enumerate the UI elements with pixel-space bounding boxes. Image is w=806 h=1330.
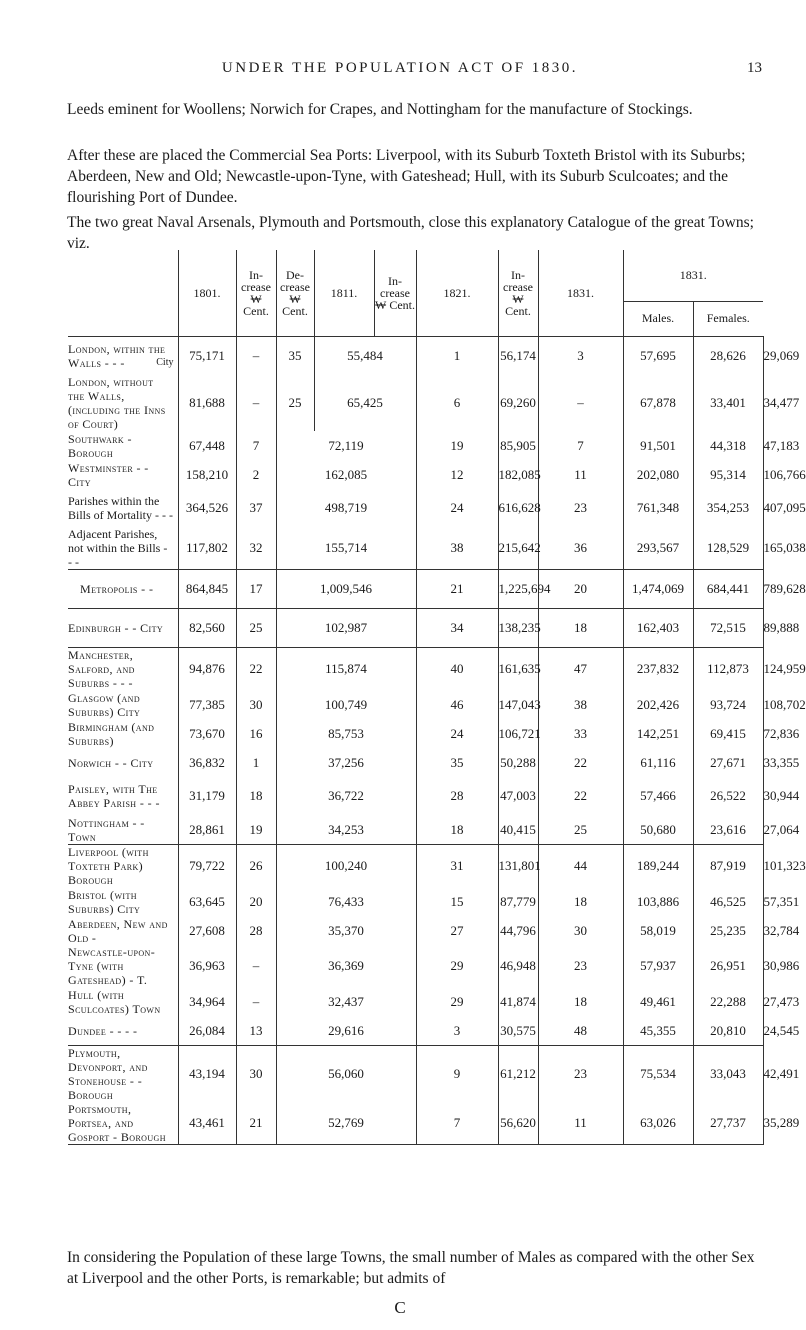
cell-inc2: 46	[416, 690, 498, 719]
table-row: Dundee - - - - 26,084 13 29,616 3 30,575 48 45,355 20,810 24,545	[68, 1016, 763, 1046]
cell-inc2: 40	[416, 648, 498, 691]
cell-1831: 63,026	[623, 1102, 693, 1145]
cell-males: 23,616	[693, 815, 763, 845]
table-row: Nottingham - - Town 28,861 19 34,253 18 40,415 25 50,680 23,616 27,064	[68, 815, 800, 844]
cell-1831: 162,403	[623, 609, 693, 648]
row-label: Plymouth, Devonport, and Stonehouse - - Borough	[68, 1046, 148, 1102]
cell-1801: 364,526	[178, 489, 236, 527]
cell-inc1: 26	[236, 845, 276, 888]
cell-1811: 102,987	[276, 609, 416, 648]
cell-inc3: –	[538, 375, 623, 431]
cell-inc3: 23	[538, 945, 623, 987]
cell-1811: 34,253	[276, 815, 416, 845]
cell-inc2: 21	[416, 570, 498, 609]
cell-1801: 79,722	[178, 845, 236, 888]
cell-1831: 103,886	[623, 887, 693, 916]
signature-mark: C	[394, 1298, 406, 1317]
cell-inc1: –	[236, 945, 276, 987]
cell-inc1: 18	[236, 777, 276, 815]
cell-males: 33,043	[693, 1046, 763, 1103]
cell-inc2: 31	[416, 845, 498, 888]
cell-inc3: 18	[538, 987, 623, 1016]
cell-1831: 202,080	[623, 460, 693, 489]
cell-inc2: 29	[416, 945, 498, 987]
col-males-header: Males.	[623, 301, 693, 336]
cell-1821: 44,796	[498, 916, 538, 945]
cell-1801: 43,461	[178, 1102, 236, 1145]
cell-inc1: 32	[236, 527, 276, 570]
cell-1801: 36,832	[178, 748, 236, 777]
cell-1801: 36,963	[178, 945, 236, 987]
cell-1821: 41,874	[498, 987, 538, 1016]
row-label: Adjacent Parishes, not within the Bills - - -	[68, 527, 168, 569]
cell-males: 25,235	[693, 916, 763, 945]
cell-inc1: 21	[236, 1102, 276, 1145]
cell-inc3: 48	[538, 1016, 623, 1046]
table-row: Glasgow (and Suburbs) City 77,385 30 100,749 46 147,043 38 202,426 93,724 108,702	[68, 690, 806, 719]
total-row: Metropolis - - 864,845 17 1,009,546 21 1,225,694 20 1,474,069 684,441 789,628	[68, 570, 763, 609]
cell-inc1: 30	[236, 1046, 276, 1103]
row-label: Norwich - - City	[68, 755, 154, 770]
cell-1831: 58,019	[623, 916, 693, 945]
cell-inc3: 23	[538, 1046, 623, 1103]
cell-1811: 56,060	[276, 1046, 416, 1103]
cell-1821: 106,721	[498, 719, 538, 748]
cell-1821: 56,620	[498, 1102, 538, 1145]
col-increase-3-header: In-crease ₩ Cent.	[498, 250, 538, 337]
cell-1801: 82,560	[178, 609, 236, 648]
col-1811-header: 1811.	[314, 250, 374, 337]
cell-males: 27,671	[693, 748, 763, 777]
table-row: Parishes within the Bills of Mortality - - - 364,526 37 498,719 24 616,628 23 761,348 354,253 407,095	[68, 489, 763, 527]
table-row: London, without the Walls, (including the Inns of Court) 81,688 – 25 65,425 6 69,260 – 67,878 33,401 34,477	[68, 375, 800, 431]
cell-1811: 1,009,546	[276, 570, 416, 609]
population-table	[68, 250, 806, 1145]
cell-inc2: 6	[416, 375, 498, 431]
cell-1801: 81,688	[178, 375, 236, 431]
cell-1801: 34,964	[178, 987, 236, 1016]
cell-1811: 100,749	[276, 690, 416, 719]
row-label: Westminster - - City	[68, 460, 149, 489]
cell-inc3: 23	[538, 489, 623, 527]
cell-inc3: 18	[538, 887, 623, 916]
intro-paragraph-1: Leeds eminent for Woollens; Norwich for Crapes, and Nottingham for the manufacture of Stockings.	[67, 101, 693, 118]
row-label: Birmingham (and Suburbs)	[68, 719, 155, 748]
cell-1811: 115,874	[276, 648, 416, 691]
cell-1811: 37,256	[276, 748, 416, 777]
running-head: UNDER THE POPULATION ACT OF 1830.	[221, 60, 579, 76]
table-row: London, within the Walls - - - City 75,171 – 35 55,484 1 56,174 3 57,695 28,626 29,069	[68, 337, 763, 376]
cell-inc1: 2	[236, 460, 276, 489]
page-number: 13	[747, 60, 762, 76]
cell-males: 354,253	[693, 489, 763, 527]
cell-males: 26,522	[693, 777, 763, 815]
cell-males: 27,737	[693, 1102, 763, 1145]
cell-inc1: 16	[236, 719, 276, 748]
cell-inc3: 7	[538, 431, 623, 460]
row-note: City	[156, 357, 174, 368]
cell-inc3: 22	[538, 748, 623, 777]
cell-dec: 25	[276, 375, 314, 431]
cell-1811: 29,616	[276, 1016, 416, 1046]
cell-inc2: 27	[416, 916, 498, 945]
cell-1801: 63,645	[178, 887, 236, 916]
cell-1821: 161,635	[498, 648, 538, 691]
cell-inc1: 7	[236, 431, 276, 460]
cell-1831: 57,695	[623, 337, 693, 376]
cell-males: 20,810	[693, 1016, 763, 1046]
cell-inc1: 28	[236, 916, 276, 945]
cell-1821: 182,085	[498, 460, 538, 489]
cell-1831: 202,426	[623, 690, 693, 719]
cell-inc1: –	[236, 987, 276, 1016]
cell-1831: 142,251	[623, 719, 693, 748]
cell-1801: 73,670	[178, 719, 236, 748]
cell-1811: 100,240	[276, 845, 416, 888]
table-row: Aberdeen, New and Old - 27,608 28 35,370 27 44,796 30 58,019 25,235 32,784	[68, 916, 800, 945]
cell-inc2: 29	[416, 987, 498, 1016]
cell-dec: 35	[276, 337, 314, 376]
row-label: Dundee - - - -	[68, 1023, 138, 1038]
cell-inc1: –	[236, 337, 276, 376]
table-row: Adjacent Parishes, not within the Bills - - - 117,802 32 155,714 38 215,642 36 293,567 128,529 165,038	[68, 527, 806, 569]
cell-1821: 85,905	[498, 431, 538, 460]
cell-1821: 87,779	[498, 887, 538, 916]
cell-males: 93,724	[693, 690, 763, 719]
cell-1811: 65,425	[314, 375, 416, 431]
cell-inc2: 12	[416, 460, 498, 489]
cell-males: 44,318	[693, 431, 763, 460]
table-row: Liverpool (with Toxteth Park) Borough 79,722 26 100,240 31 131,801 44 189,244 87,919 101,323	[68, 845, 806, 887]
cell-inc2: 28	[416, 777, 498, 815]
cell-1831: 57,937	[623, 945, 693, 987]
row-label: London, within the Walls - - -	[68, 342, 166, 370]
cell-inc2: 34	[416, 609, 498, 648]
cell-1811: 36,722	[276, 777, 416, 815]
cell-1811: 155,714	[276, 527, 416, 570]
cell-inc2: 7	[416, 1102, 498, 1145]
cell-inc1: 25	[236, 609, 276, 648]
col-increase-1-header: In-crease ₩ Cent.	[236, 250, 276, 337]
cell-1821: 30,575	[498, 1016, 538, 1046]
cell-1831: 61,116	[623, 748, 693, 777]
cell-1811: 162,085	[276, 460, 416, 489]
page-header	[0, 60, 800, 84]
cell-1831: 761,348	[623, 489, 693, 527]
cell-1811: 85,753	[276, 719, 416, 748]
intro-paragraph-2: After these are placed the Commercial Sea Ports: Liverpool, with its Suburb Toxteth Bristol with its Suburbs; Aberdeen, New and Old; Newcastle-upon-Tyne, with Gateshead; Hull, with its Suburb Sculcoates; and the flourishing Port of Dundee.	[67, 147, 746, 206]
cell-1801: 26,084	[178, 1016, 236, 1046]
cell-inc3: 3	[538, 337, 623, 376]
cell-1821: 1,225,694	[498, 570, 538, 609]
intro-paragraph-3: The two great Naval Arsenals, Plymouth and Portsmouth, close this explanatory Catalogue of the great Towns; viz.	[67, 214, 754, 252]
label-header-blank	[68, 250, 178, 337]
row-label: Manchester, Salford, and Suburbs - - -	[68, 648, 135, 690]
table-row: Plymouth, Devonport, and Stonehouse - - Borough 43,194 30 56,060 9 61,212 23 75,534 33,043 42,491	[68, 1046, 800, 1102]
cell-inc3: 11	[538, 460, 623, 489]
cell-males: 112,873	[693, 648, 763, 691]
cell-1801: 67,448	[178, 431, 236, 460]
cell-1801: 117,802	[178, 527, 236, 570]
cell-inc3: 36	[538, 527, 623, 570]
cell-inc1: 17	[236, 570, 276, 609]
cell-1811: 76,433	[276, 887, 416, 916]
table-row: Norwich - - City 36,832 1 37,256 35 50,288 22 61,116 27,671 33,355	[68, 748, 763, 777]
cell-1831: 293,567	[623, 527, 693, 570]
row-label: Southwark - Borough	[68, 431, 132, 460]
cell-inc1: 19	[236, 815, 276, 845]
cell-inc1: 13	[236, 1016, 276, 1046]
row-label: Hull (with Sculcoates) Town	[68, 987, 161, 1016]
cell-1831: 91,501	[623, 431, 693, 460]
cell-males: 95,314	[693, 460, 763, 489]
cell-1811: 35,370	[276, 916, 416, 945]
row-label: Parishes within the Bills of Mortality - - -	[68, 494, 173, 522]
row-label: Nottingham - - Town	[68, 815, 145, 844]
cell-1801: 94,876	[178, 648, 236, 691]
table-body	[68, 337, 806, 1145]
row-label: Paisley, with The Abbey Parish - - -	[68, 782, 160, 810]
cell-males: 22,288	[693, 987, 763, 1016]
table-row: Westminster - - City 158,210 2 162,085 12 182,085 11 202,080 95,314 106,766	[68, 460, 806, 489]
cell-males: 684,441	[693, 570, 763, 609]
cell-males: 33,401	[693, 375, 763, 431]
cell-inc3: 33	[538, 719, 623, 748]
col-decrease-header: De-crease ₩ Cent.	[276, 250, 314, 337]
cell-1821: 56,174	[498, 337, 538, 376]
cell-males: 28,626	[693, 337, 763, 376]
table-row: Birmingham (and Suburbs) 73,670 16 85,753 24 106,721 33 142,251 69,415 72,836	[68, 719, 800, 748]
cell-inc2: 35	[416, 748, 498, 777]
cell-1821: 616,628	[498, 489, 538, 527]
table-row: Newcastle-upon-Tyne (with Gateshead) - T. 36,963 – 36,369 29 46,948 23 57,937 26,951 30,986	[68, 945, 800, 987]
cell-1801: 77,385	[178, 690, 236, 719]
cell-inc3: 47	[538, 648, 623, 691]
cell-1811: 32,437	[276, 987, 416, 1016]
row-label: Portsmouth, Portsea, and Gosport - Borough	[68, 1102, 166, 1144]
cell-1831: 1,474,069	[623, 570, 693, 609]
cell-1831: 50,680	[623, 815, 693, 845]
cell-inc3: 30	[538, 916, 623, 945]
col-1831-group-header: 1831.	[623, 250, 763, 301]
cell-inc3: 11	[538, 1102, 623, 1145]
cell-1821: 215,642	[498, 527, 538, 570]
row-label: Bristol (with Suburbs) City	[68, 887, 141, 916]
cell-1821: 138,235	[498, 609, 538, 648]
cell-inc1: 20	[236, 887, 276, 916]
cell-1801: 27,608	[178, 916, 236, 945]
row-label: Liverpool (with Toxteth Park) Borough	[68, 845, 149, 887]
cell-1831: 67,878	[623, 375, 693, 431]
cell-1831: 189,244	[623, 845, 693, 888]
cell-males: 46,525	[693, 887, 763, 916]
cell-1801: 158,210	[178, 460, 236, 489]
cell-1801: 75,171	[178, 337, 236, 376]
table-row: Hull (with Sculcoates) Town 34,964 – 32,437 29 41,874 18 49,461 22,288 27,473	[68, 987, 800, 1016]
col-1821-header: 1821.	[416, 250, 498, 337]
cell-1821: 50,288	[498, 748, 538, 777]
row-label: Aberdeen, New and Old -	[68, 916, 168, 945]
cell-inc3: 25	[538, 815, 623, 845]
row-label: Edinburgh - - City	[68, 621, 164, 635]
cell-1821: 47,003	[498, 777, 538, 815]
table-row: Edinburgh - - City 82,560 25 102,987 34 138,235 18 162,403 72,515 89,888	[68, 609, 763, 648]
col-increase-2-header: In-crease ₩ Cent.	[374, 250, 416, 337]
cell-1821: 46,948	[498, 945, 538, 987]
cell-inc2: 24	[416, 489, 498, 527]
cell-1801: 31,179	[178, 777, 236, 815]
cell-males: 87,919	[693, 845, 763, 888]
cell-1831: 237,832	[623, 648, 693, 691]
cell-1831: 45,355	[623, 1016, 693, 1046]
col-1831-header: 1831.	[538, 250, 623, 337]
cell-1821: 69,260	[498, 375, 538, 431]
col-females-header: Females.	[693, 301, 763, 336]
cell-males: 128,529	[693, 527, 763, 570]
cell-inc1: 37	[236, 489, 276, 527]
cell-1801: 28,861	[178, 815, 236, 845]
footer-paragraph: In considering the Population of these large Towns, the small number of Males as compared with the other Sex at Liverpool and the other Ports, is remarkable; but admits of	[67, 1249, 755, 1287]
cell-1821: 61,212	[498, 1046, 538, 1103]
cell-1811: 52,769	[276, 1102, 416, 1145]
table-row: Portsmouth, Portsea, and Gosport - Borough 43,461 21 52,769 7 56,620 11 63,026 27,737 35,289	[68, 1102, 800, 1144]
cell-inc2: 18	[416, 815, 498, 845]
cell-inc3: 18	[538, 609, 623, 648]
cell-1821: 147,043	[498, 690, 538, 719]
cell-1811: 72,119	[276, 431, 416, 460]
cell-inc3: 20	[538, 570, 623, 609]
cell-inc1: 30	[236, 690, 276, 719]
cell-1831: 57,466	[623, 777, 693, 815]
cell-1811: 36,369	[276, 945, 416, 987]
cell-inc2: 19	[416, 431, 498, 460]
cell-1821: 40,415	[498, 815, 538, 845]
table-row: Manchester, Salford, and Suburbs - - - 94,876 22 115,874 40 161,635 47 237,832 112,873 124,959	[68, 648, 806, 690]
table-row: Southwark - Borough 67,448 7 72,119 19 85,905 7 91,501 44,318 47,183	[68, 431, 800, 460]
cell-males: 72,515	[693, 609, 763, 648]
cell-inc1: –	[236, 375, 276, 431]
row-label: London, without the Walls, (including the Inns of Court)	[68, 375, 166, 431]
cell-inc2: 24	[416, 719, 498, 748]
cell-1821: 131,801	[498, 845, 538, 888]
cell-inc3: 44	[538, 845, 623, 888]
cell-inc2: 3	[416, 1016, 498, 1046]
cell-1811: 498,719	[276, 489, 416, 527]
cell-inc2: 15	[416, 887, 498, 916]
table-row: Bristol (with Suburbs) City 63,645 20 76,433 15 87,779 18 103,886 46,525 57,351	[68, 887, 800, 916]
cell-males: 69,415	[693, 719, 763, 748]
row-label: Glasgow (and Suburbs) City	[68, 690, 141, 719]
cell-inc3: 22	[538, 777, 623, 815]
cell-1801: 43,194	[178, 1046, 236, 1103]
cell-1831: 75,534	[623, 1046, 693, 1103]
cell-inc1: 1	[236, 748, 276, 777]
cell-inc2: 38	[416, 527, 498, 570]
cell-inc2: 1	[416, 337, 498, 376]
cell-males: 26,951	[693, 945, 763, 987]
col-1801-header: 1801.	[178, 250, 236, 337]
row-label: Newcastle-upon-Tyne (with Gateshead) - T.	[68, 945, 156, 987]
cell-1831: 49,461	[623, 987, 693, 1016]
cell-1801: 864,845	[178, 570, 236, 609]
table-row: Paisley, with The Abbey Parish - - - 31,179 18 36,722 28 47,003 22 57,466 26,522 30,944	[68, 777, 763, 815]
cell-1811: 55,484	[314, 337, 416, 376]
cell-inc2: 9	[416, 1046, 498, 1103]
cell-inc1: 22	[236, 648, 276, 691]
row-label: Metropolis - -	[80, 582, 154, 596]
cell-inc3: 38	[538, 690, 623, 719]
